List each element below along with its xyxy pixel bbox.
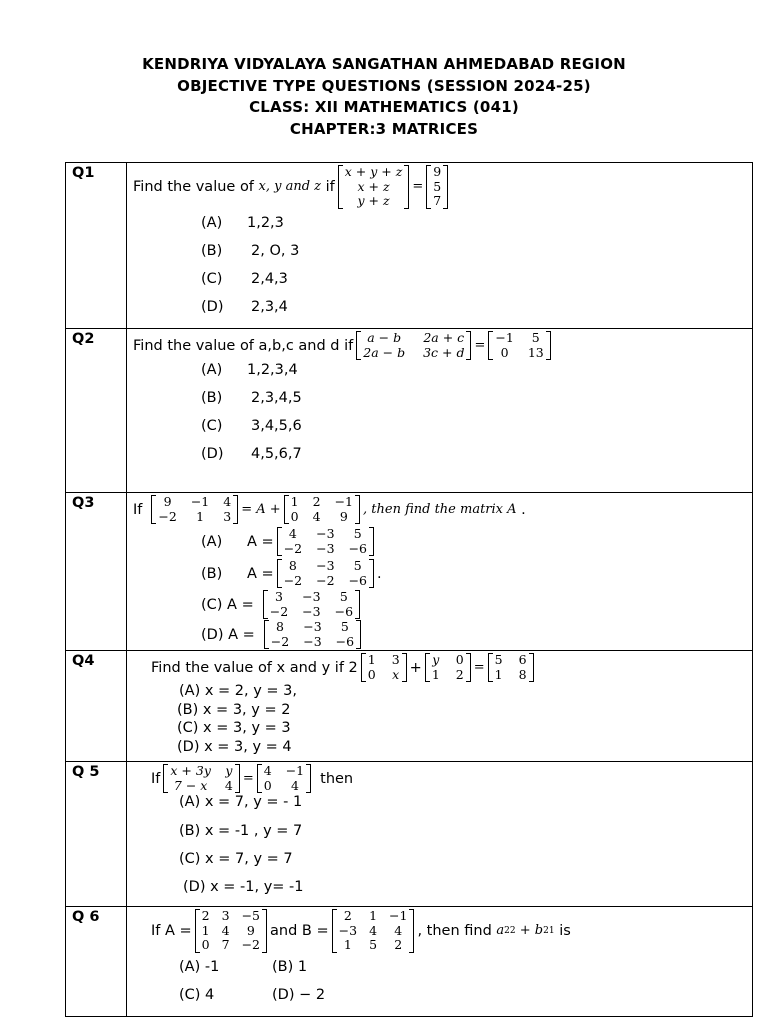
option-b: (B) A = 8 −3 5 −2 −2 −6 . [201,558,382,588]
question-row-3 [66,493,753,651]
option-d: (D) x = -1, y= -1 [183,879,304,895]
header-line-4: CHAPTER:3 MATRICES [289,119,479,138]
question-body [127,493,753,651]
option-d: (D) x = 3, y = 4 [177,739,292,755]
matrix-a: 2 3 −5 1 4 9 0 7 −2 [195,909,267,953]
option-b: (B) 2, O, 3 [201,243,300,259]
option-d: (D) − 2 [272,987,326,1003]
option-c: (C) 4 [179,987,215,1003]
question-stem: Find the value of x, y and z if x + y + z x + z y + z = 9 5 7 [133,165,451,209]
matrix-b: 2 1 −1 −3 4 4 1 5 2 [332,909,415,953]
matrix-lhs: x + 3y y 7 − x 4 [163,764,239,793]
option-a: (A) 1,2,3 [201,215,284,231]
matrix-2: y 0 1 2 [425,653,471,682]
questions-table [65,162,753,1017]
matrix-1: 1 3 0 x [361,653,407,682]
option-b: (B) 1 [272,959,308,975]
question-body [127,762,753,907]
option-a: (A) A = 4 −3 5 −2 −3 −6 [201,527,377,556]
option-a: (A) x = 2, y = 3, [179,683,298,699]
option-a: (A) x = 7, y = - 1 [179,794,303,810]
option-b: (B) x = 3, y = 2 [177,702,291,718]
matrix-3: 5 6 1 8 [488,653,534,682]
question-row-5 [66,762,753,907]
question-row-2 [66,329,753,493]
matrix-option-a: 4 −3 5 −2 −3 −6 [277,527,374,556]
matrix-rhs: 9 5 7 [426,165,448,209]
matrix-option-c: 3 −3 5 −2 −3 −6 [263,590,360,619]
option-c: (C) 3,4,5,6 [201,418,302,434]
question-stem: If 9 −1 4 −2 1 3 = A + 1 2 −1 0 4 9 , then find the matrix A . [133,494,526,524]
header-line-3: CLASS: XII MATHEMATICS (041) [249,98,519,116]
document-header [0,54,768,140]
option-d: (D) 2,3,4 [201,299,288,315]
matrix-rhs: −1 5 0 13 [488,331,550,360]
matrix-rhs: 4 −1 0 4 [257,764,311,793]
question-stem: If A = 2 3 −5 1 4 9 0 7 −2 and B = 2 1 −1 −3 4 4 1 5 2 , then find a 22 + b 21 is [151,908,571,952]
question-body [127,651,753,762]
option-d: (D) A = 8 −3 5 −2 −3 −6 [201,620,364,649]
matrix-option-b: 8 −3 5 −2 −2 −6 [277,559,374,588]
matrix-lhs: a − b 2a + c 2a − b 3c + d [356,331,471,360]
option-b: (B) 2,3,4,5 [201,390,302,406]
option-a: (A) 1,2,3,4 [201,362,298,378]
question-stem: If x + 3y y 7 − x 4 = 4 −1 0 4 then [151,763,354,793]
question-number: Q4 [66,651,127,762]
question-stem: Find the value of a,b,c and d if a − b 2a + c 2a − b 3c + d = −1 5 0 13 [133,331,554,360]
option-c: (C) 2,4,3 [201,271,288,287]
header-line-2: OBJECTIVE TYPE QUESTIONS (SESSION 2024-25) [177,76,591,95]
option-b: (B) x = -1 , y = 7 [179,823,303,839]
question-number: Q 5 [66,762,127,907]
question-number: Q 6 [66,907,127,1017]
option-c: (C) x = 7, y = 7 [179,851,293,867]
option-a: (A) -1 [179,959,220,975]
matrix-lhs: 9 −1 4 −2 1 3 [151,495,238,524]
question-stem: Find the value of x and y if 2 1 3 0 x + y 0 1 2 = 5 6 1 8 [151,653,537,682]
question-body [127,163,753,329]
question-row-6 [66,907,753,1017]
option-c: (C) x = 3, y = 3 [177,720,291,736]
question-row-1 [66,163,753,329]
question-body [127,329,753,493]
question-number: Q2 [66,329,127,493]
option-d: (D) 4,5,6,7 [201,446,302,462]
question-number: Q3 [66,493,127,651]
option-c: (C) A = 3 −3 5 −2 −3 −6 [201,590,363,619]
question-row-4 [66,651,753,762]
question-number: Q1 [66,163,127,329]
matrix-rhs: 1 2 −1 0 4 9 [284,495,360,524]
header-line-1: KENDRIYA VIDYALAYA SANGATHAN AHMEDABAD REGION [142,55,626,73]
matrix-lhs: x + y + z x + z y + z [338,165,410,209]
matrix-option-d: 8 −3 5 −2 −3 −6 [264,620,361,649]
question-body [127,907,753,1017]
